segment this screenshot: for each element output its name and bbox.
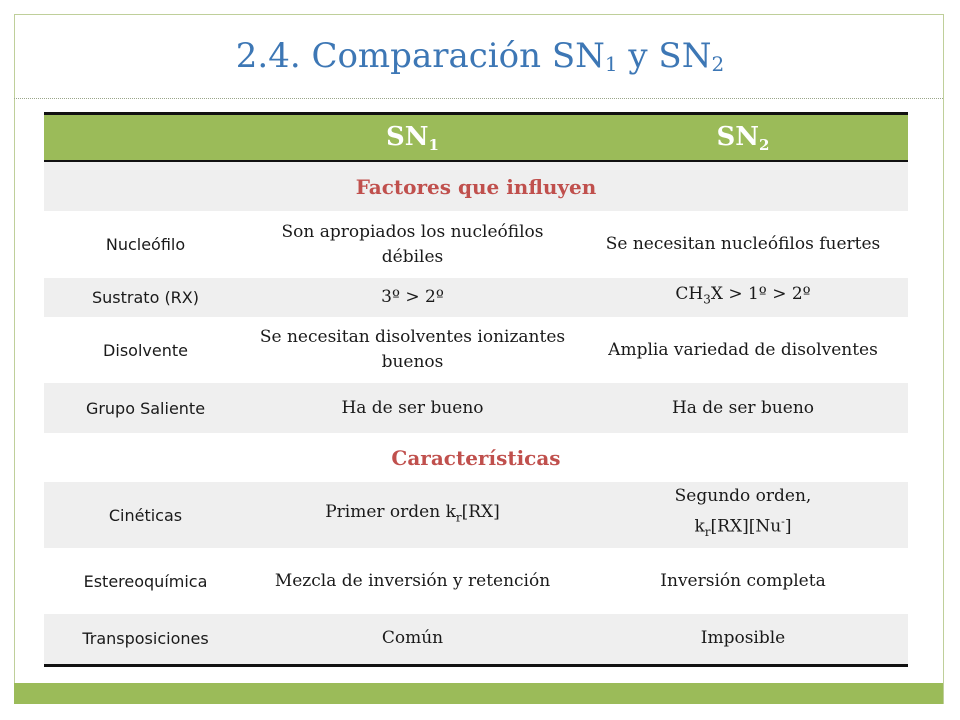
table-row [44, 548, 908, 614]
row-label-grupo-saliente: Grupo Saliente [44, 383, 247, 433]
slide-frame-right [943, 14, 944, 704]
cell-sn1-estereoquimica: Mezcla de inversión y retención [274, 570, 551, 591]
cell-sn1-sustrato: 3º > 2º [247, 278, 578, 317]
cell-sn2-disolvente: Amplia variedad de disolventes [608, 339, 878, 360]
cell-sn2-grupo-saliente: Ha de ser bueno [578, 383, 908, 433]
row-label-estereoquimica: Estereoquímica [83, 571, 208, 591]
cell-sn1-nucleofilo: Son apropiados los nucleófilos débiles [281, 221, 544, 267]
slide-frame-top [14, 14, 943, 15]
row-label-nucleofilo: Nucleófilo [105, 235, 186, 254]
section-heading-factores: Factores que influyen [44, 161, 908, 211]
row-label-sustrato: Sustrato (RX) [44, 278, 247, 317]
cell-sn1-disolvente: Se necesitan disolventes ionizantes buenos [259, 327, 566, 372]
row-label-disolvente: Disolvente [103, 340, 188, 360]
table-row [44, 482, 908, 548]
table-row [44, 211, 908, 278]
slide-title: 2.4. Comparación $SN_1$ y $SN_2$ [235, 36, 725, 76]
row-label-transposiciones: Transposiciones [44, 614, 247, 665]
table-header-row [44, 114, 908, 162]
section-row-caracteristicas [44, 433, 908, 482]
table-row [44, 614, 908, 665]
slide-frame-left [14, 14, 15, 704]
header-empty-cell [44, 114, 247, 162]
cell-sn1-grupo-saliente: Ha de ser bueno [247, 383, 578, 433]
section-row-factores [44, 161, 908, 211]
row-label-cineticas: Cinéticas [44, 482, 247, 548]
cell-sn2-nucleofilo: Se necesitan nucleófilos fuertes [605, 234, 881, 254]
table-row [44, 317, 908, 383]
table-row [44, 383, 908, 433]
cell-sn1-transposiciones: Común [247, 614, 578, 665]
cell-sn2-sustrato: $CH_3X$ > 1º > 2º [578, 278, 908, 317]
cell-sn2-estereoquimica: Inversión completa [660, 570, 826, 591]
table-row [44, 278, 908, 317]
comparison-table [44, 112, 908, 667]
cell-sn2-transposiciones: Imposible [578, 614, 908, 665]
header-sn2: $SN_2$ [578, 114, 908, 162]
title-divider [14, 98, 943, 99]
cell-sn1-cineticas: Primer orden $k_r[RX]$ [247, 482, 578, 548]
section-heading-caracteristicas: Características [391, 445, 561, 470]
header-sn1: $SN_1$ [247, 114, 578, 162]
footer-accent-bar [14, 683, 943, 704]
cell-sn2-cineticas: Segundo orden, $k_r[RX][Nu^-]$ [578, 482, 908, 548]
